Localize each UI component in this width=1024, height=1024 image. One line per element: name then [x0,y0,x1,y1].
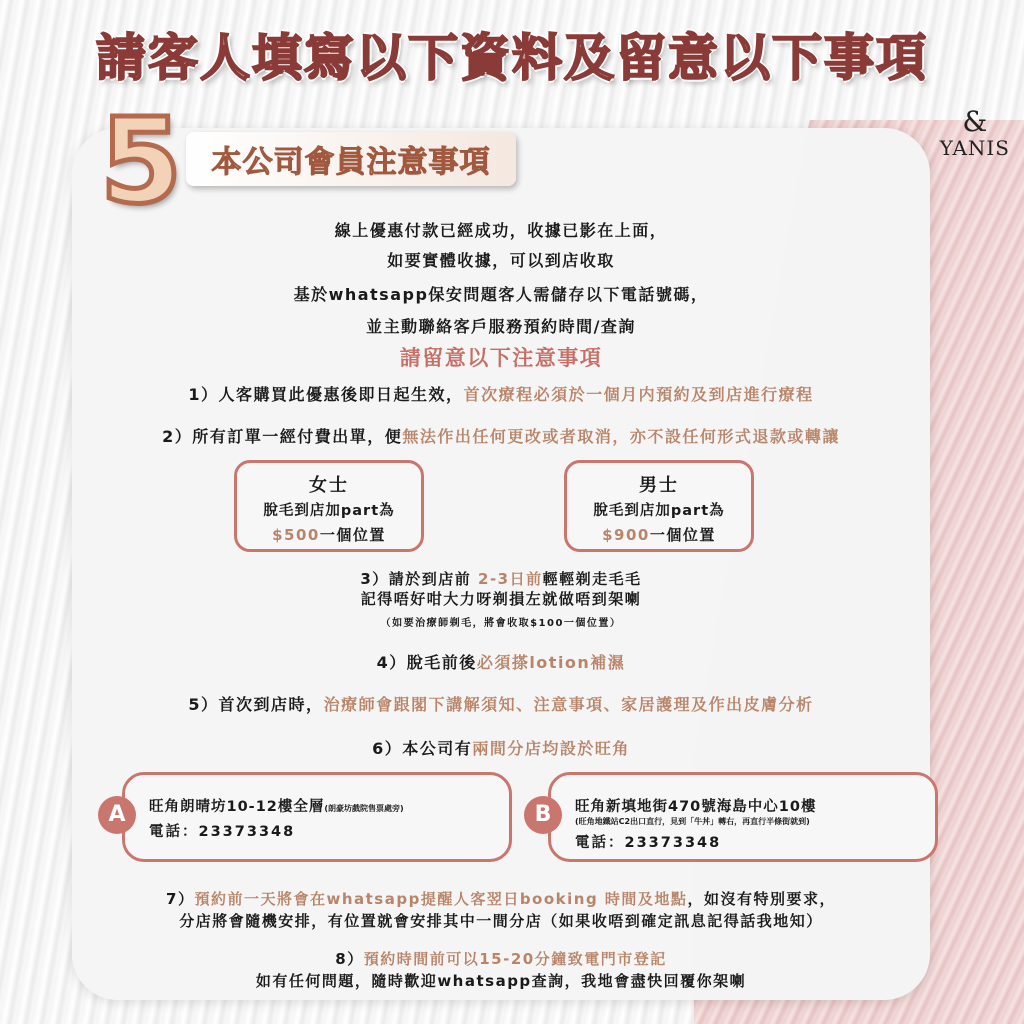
page-title: 請客人填寫以下資料及留意以下事項 [96,29,928,87]
branch-b-phone: 電話：23373348 [575,835,722,851]
item-6-text: 6）本公司有 [372,739,473,758]
intro-line-4: 並主動聯絡客戶服務預約時間/查詢 [366,317,636,336]
branch-b-note: (旺角地鐵站C2出口直行，見到「牛丼」轉右，再直行半條街就到) [575,817,810,826]
item-6-highlight: 兩間分店均設於旺角 [472,739,630,758]
item-7-text: ，如沒有特別要求， [687,890,836,908]
item-4 [72,650,930,673]
branch-a-info [149,795,404,841]
branch-a-phone: 電話：23373348 [149,824,296,840]
item-1-highlight: 首次療程必須於一個月内預約及到店進行療程 [463,385,814,404]
branch-b-badge: B [524,796,562,834]
item-3-note: （如要治療師剃毛，將會收取$100一個位置） [380,618,622,629]
item-4-text: 4）脫毛前後 [376,653,477,672]
item-7-prefix: 7） [166,890,195,908]
item-7 [72,888,930,909]
brand-logo [939,105,1010,160]
section-label: 本公司會員注意事項 [186,132,516,186]
female-title: 女士 [309,475,349,496]
female-price-suffix: 一個位置 [319,526,386,544]
female-price: $500 [272,526,320,544]
section-number: 5 [100,92,183,230]
branch-a-note: (朗豪坊戲院售票處旁) [324,804,404,813]
intro-line-3: 基於whatsapp保安問題客人需儲存以下電話號碼， [293,285,709,304]
male-line: 脫毛到店加part為 [593,503,725,519]
item-4-highlight: 必須搽lotion補濕 [476,653,626,672]
female-price-line [237,524,421,545]
item-8-prefix: 8） [335,950,364,968]
item-5-text: 5）首次到店時， [188,695,324,714]
item-3-line-2: 記得唔好咁大力呀剃損左就做唔到架喇 [360,590,642,608]
female-line: 脫毛到店加part為 [263,503,395,519]
item-5 [72,692,930,715]
male-price: $900 [602,526,650,544]
male-price-box [564,460,754,552]
item-1-text: 1）人客購買此優惠後即日起生效， [188,385,464,404]
item-3-text-b: 輕輕剃走毛毛 [542,570,642,588]
logo-mark: & [962,105,988,138]
item-7-highlight: 預約前一天將會在whatsapp提醒人客翌日booking 時間及地點 [194,890,688,908]
intro-line-1: 線上優惠付款已經成功，收據已影在上面， [334,221,668,240]
branch-a-badge: A [98,796,136,834]
intro-line-2: 如要實體收據，可以到店收取 [387,251,615,270]
male-price-suffix: 一個位置 [649,526,716,544]
item-2-text: 2）所有訂單一經付費出單，便 [162,427,403,446]
branch-a-card [122,772,512,862]
item-3-text: 3）請於到店前 [360,570,479,588]
item-5-highlight: 治療師會跟閣下講解須知、注意事項、家居護理及作出皮膚分析 [323,695,814,714]
male-price-line [567,524,751,545]
logo-text: YANIS [939,136,1010,160]
item-6 [72,736,930,759]
item-8-line-2: 如有任何問題，隨時歡迎whatsapp查詢，我地會盡快回覆你架喇 [255,972,747,990]
branch-b-address: 旺角新填地街470號海島中心10樓 [575,799,817,815]
item-1 [72,382,930,405]
branch-a-address: 旺角朗晴坊10-12樓全層 [149,799,325,815]
item-3 [72,568,930,589]
item-2 [72,424,930,447]
female-price-box [234,460,424,552]
notice-heading: 請留意以下注意事項 [399,346,603,370]
male-title: 男士 [639,475,679,496]
item-8 [72,948,930,969]
item-3-highlight: 2-3日前 [478,570,543,588]
branch-b-info [575,795,816,852]
branch-b-card [548,772,938,862]
item-8-highlight: 預約時間前可以15-20分鐘致電門市登記 [363,950,667,968]
item-7-line-2: 分店將會隨機安排，有位置就會安排其中一間分店（如果收唔到確定訊息記得話我地知） [179,912,823,930]
item-2-highlight: 無法作出任何更改或者取消，亦不設任何形式退款或轉讓 [402,427,840,446]
